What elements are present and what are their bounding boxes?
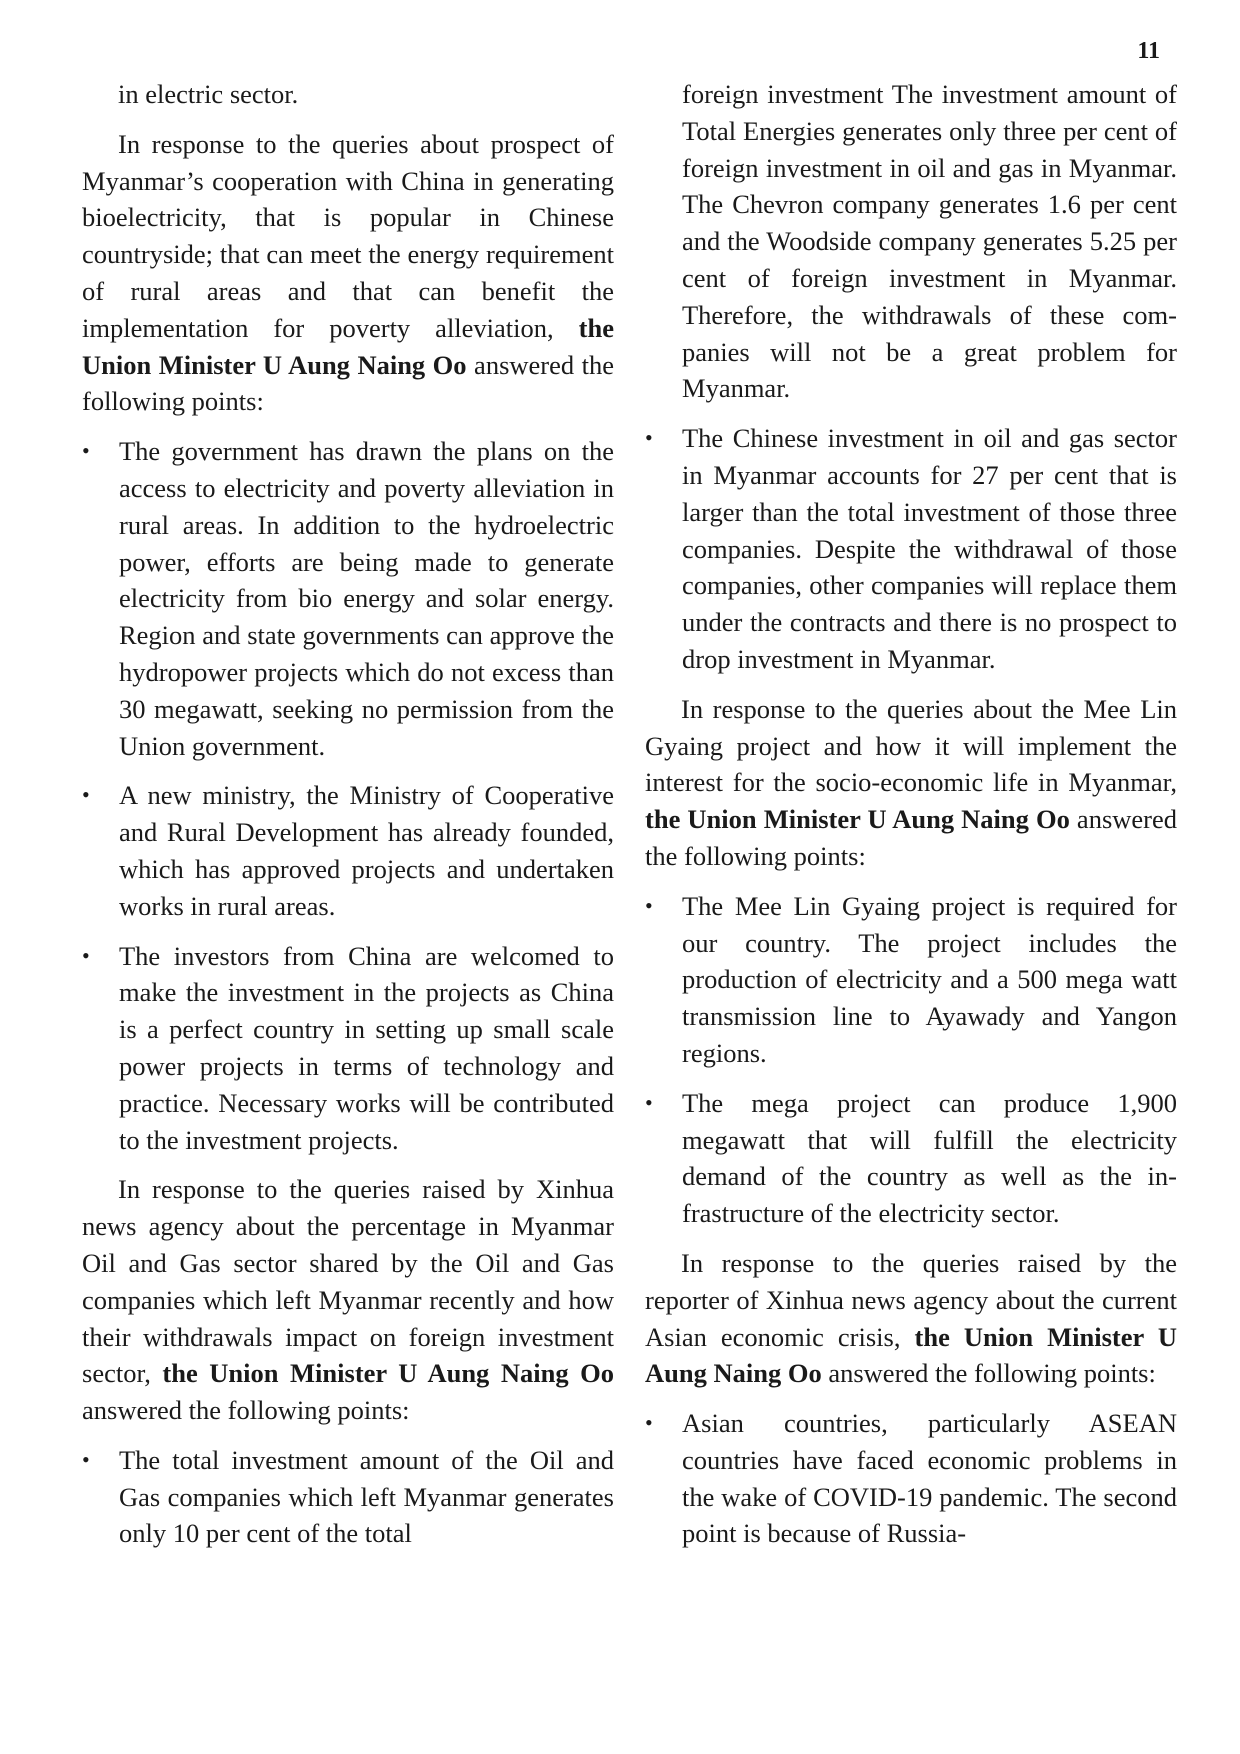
page-number: 11 [1137, 38, 1160, 64]
list-item: • The mega project can produce 1,900 megawatt that will fulfill the electricity demand of the country as well as the infrastructure of the electricity sector. [645, 1085, 1177, 1232]
bullet-list [645, 1405, 1177, 1552]
bullet-icon: • [82, 942, 90, 968]
bullet-icon: • [645, 425, 653, 451]
bullet-list [645, 76, 1177, 678]
list-item: • A new ministry, the Ministry of Cooperative and Rural Development has already founded, which has approved projects and undertaken works in rural areas. [82, 777, 614, 924]
bullet-icon: • [645, 892, 653, 918]
paragraph: In response to the queries about prospect of Myanmar’s cooperation with China in generating bioelectricity, that is popular in Chinese countryside; that can meet the energy requirement of rural areas and that can benefit the implementation for poverty alleviation, the Union Minister U Aung Naing Oo answered the following points: [82, 128, 614, 417]
bullet-icon: • [645, 1089, 653, 1115]
paragraph: In response to the queries raised by the reporter of Xinhua news agency about the current Asian economic crisis, the Union Minister U Aung Naing Oo answered the following points: [645, 1247, 1177, 1389]
bullet-icon: • [82, 1446, 90, 1472]
list-item: • Asian countries, particularly ASEAN countries have faced economic problems in the wake of COVID-19 pandemic. The second point is because of Russia- [645, 1405, 1177, 1552]
bullet-icon: • [82, 782, 90, 808]
left-column [82, 76, 614, 1565]
paragraph: in electric sector. [118, 79, 299, 109]
bullet-list [645, 888, 1177, 1232]
bullet-icon: • [645, 1410, 653, 1436]
bullet-list [82, 433, 614, 1158]
list-item: • The government has drawn the plans on the access to electricity and poverty alleviation in rural areas. In addition to the hydroelectric power, efforts are being made to generate electricity from bio energy and solar energy. Region and state governments can approve the hydropower projects which do not excess than 30 megawatt, seeking no permission from the Union government. [82, 433, 614, 764]
paragraph: In response to the queries raised by Xinhua news agency about the percentage in Myanmar Oil and Gas sector shared by the Oil and Gas companies which left Myanmar recently and how their withdrawals impact on foreign investment sector, the Union Minister U Aung Naing Oo answered the following points: [82, 1174, 614, 1426]
list-item: • The Chinese investment in oil and gas sector in Myanmar accounts for 27 per cent that is larger than the total investment of those three companies. Despite the withdrawal of those companies, other companies will replace them under the contracts and there is no prospect to drop investment in Myanmar. [645, 420, 1177, 678]
list-item-continued: foreign investment The investment amount of Total Energies generates only three per cent of foreign investment in oil and gas in Myanmar. The Chevron company generates 1.6 per cent and the Woodside company generates 5.25 per cent of foreign investment in Myanmar. Therefore, the withdrawals of these companies will not be a great problem for Myanmar. [682, 79, 1177, 404]
paragraph: In response to the queries about the Mee Lin Gyaing project and how it will implement the interest for the socio-economic life in Myanmar, the Union Minister U Aung Naing Oo answered the following points: [645, 693, 1177, 871]
list-item: • The Mee Lin Gyaing project is required for our country. The project includes the production of electricity and a 500 mega watt transmission line to Ayawady and Yangon regions. [645, 888, 1177, 1072]
list-item: • The total investment amount of the Oil and Gas companies which left Myanmar generates only 10 per cent of the total [82, 1442, 614, 1552]
bullet-list [82, 1442, 614, 1552]
right-column [645, 76, 1177, 1565]
list-item: • The investors from China are welcomed to make the investment in the projects as China is a perfect country in setting up small scale power projects in terms of technology and practice. Necessary works will be contributed to the investment projects. [82, 938, 614, 1159]
bullet-icon: • [82, 438, 90, 464]
